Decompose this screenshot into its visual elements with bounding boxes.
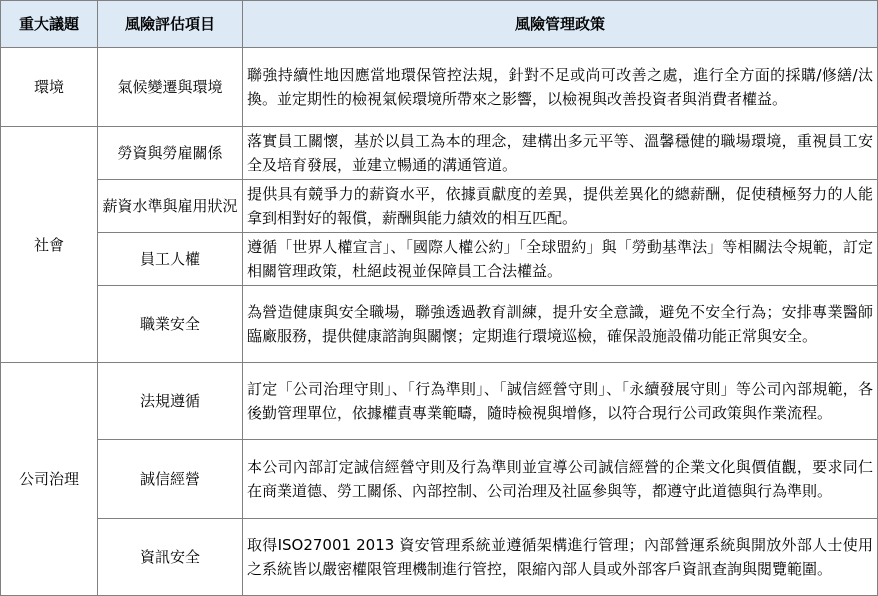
table-row [1,440,878,519]
item-cell: 薪資水準與雇用狀況 [98,180,243,233]
policy-cell: 提供具有競爭力的薪資水平，依據貢獻度的差異，提供差異化的總薪酬，促使積極努力的人能拿到相對好的報償，薪酬與能力績效的相互匹配。 [243,180,878,233]
item-cell: 誠信經營 [98,440,243,519]
table-row [1,233,878,286]
header-row [1,1,878,48]
policy-cell: 落實員工關懷，基於以員工為本的理念，建構出多元平等、溫馨穩健的職場環境，重視員工安全及培育發展，並建立暢通的溝通管道。 [243,127,878,180]
item-cell: 勞資與勞雇關係 [98,127,243,180]
issue-society: 社會 [1,127,98,363]
header-issue: 重大議題 [1,1,98,48]
header-policy: 風險管理政策 [243,1,878,48]
policy-cell: 遵循「世界人權宣言」、「國際人權公約」「全球盟約」與「勞動基準法」等相關法令規範，訂定相關管理政策，杜絕歧視並保障員工合法權益。 [243,233,878,286]
table-row [1,286,878,363]
table-row [1,519,878,596]
item-cell: 氣候變遷與環境 [98,48,243,127]
item-cell: 員工人權 [98,233,243,286]
item-cell: 法規遵循 [98,363,243,440]
policy-cell: 本公司內部訂定誠信經營守則及行為準則並宣導公司誠信經營的企業文化與價值觀，要求同仁在商業道德、勞工關係、內部控制、公司治理及社區參與等，都遵守此道德與行為準則。 [243,440,878,519]
policy-cell: 為營造健康與安全職場，聯強透過教育訓練，提升安全意識，避免不安全行為；安排專業醫師臨廠服務，提供健康諮詢與關懷；定期進行環境巡檢，確保設施設備功能正常與安全。 [243,286,878,363]
policy-cell: 訂定「公司治理守則」、「行為準則」、「誠信經營守則」、「永續發展守則」等公司內部規範，各後勤管理單位，依據權責專業範疇，隨時檢視與增修，以符合現行公司政策與作業流程。 [243,363,878,440]
policy-cell: 取得ISO27001 2013 資安管理系統並遵循架構進行管理；內部營運系統與開放外部人士使用之系統皆以嚴密權限管理機制進行管控，限縮內部人員或外部客戶資訊查詢與閱覽範圍。 [243,519,878,596]
item-cell: 職業安全 [98,286,243,363]
item-cell: 資訊安全 [98,519,243,596]
policy-cell: 聯強持續性地因應當地環保管控法規，針對不足或尚可改善之處，進行全方面的採購/修繕/汰換。並定期性的檢視氣候環境所帶來之影響，以檢視與改善投資者與消費者權益。 [243,48,878,127]
table-row [1,180,878,233]
issue-environment: 環境 [1,48,98,127]
table-row [1,363,878,440]
header-item: 風險評估項目 [98,1,243,48]
table-row [1,48,878,127]
table-row [1,127,878,180]
issue-governance: 公司治理 [1,363,98,596]
